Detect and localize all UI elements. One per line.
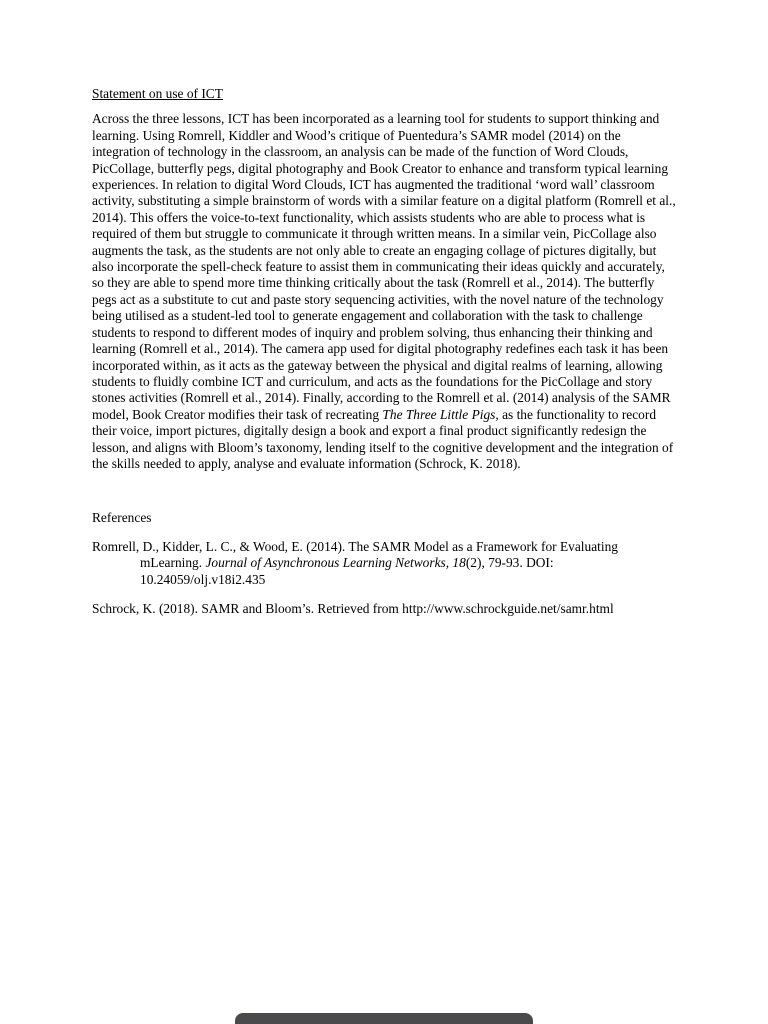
references-list [92,539,680,618]
viewer-bottom-bar[interactable] [235,1013,533,1024]
document-title: Statement on use of ICT [92,86,223,101]
body-paragraph: Across the three lessons, ICT has been incorporated as a learning tool for students to support thinking and learning. Using Romrell, Kiddler and Wood’s critique of Puentedura’s SAMR model (2014) on the integration of technology in the classroom, an analysis can be made of the function of Word Clouds, PicCollage, butterfly pegs, digital photography and Book Creator to enhance and transform typical learning experiences. In relation to digital Word Clouds, ICT has augmented the traditional ‘word wall’ classroom activity, substituting a simple brainstorm of words with a similar feature on a digital platform (Romrell et al., 2014). This offers the voice-to-text functionality, which assists students who are able to process what is required of them but struggle to communicate it through written means. In a similar vein, PicCollage also augments the task, as the students are not only able to create an engaging collage of pictures digitally, but also incorporate the spell-check feature to assist them in communicating their ideas quickly and accurately, so they are able to spend more time thinking critically about the task (Romrell et al., 2014). The butterfly pegs act as a substitute to cut and paste story sequencing activities, with the novel nature of the technology being utilised as a student-led tool to generate engagement and collaboration with the task to challenge students to respond to different modes of inquiry and problem solving, thus enhancing their thinking and learning (Romrell et al., 2014). The camera app used for digital photography redefines each task it has been incorporated within, as it acts as the gateway between the physical and digital realms of learning, allowing students to fluidly combine ICT and curriculum, and acts as the foundations for the PicCollage and story stones activities (Romrell et al., 2014). Finally, according to the Romrell et al. (2014) analysis of the SAMR model, Book Creator modifies their task of recreating The Three Little Pigs, as the functionality to record their voice, import pictures, digitally design a book and export a final product significantly redesign the lesson, and aligns with Bloom’s taxonomy, lending itself to the cognitive development and the integration of the skills needed to apply, analyse and evaluate information (Schrock, K. 2018). [92,111,676,471]
reference-entry: Schrock, K. (2018). SAMR and Bloom’s. Retrieved from http://www.schrockguide.net/samr.html [92,600,614,616]
references-heading: References [92,510,152,526]
document-page [92,86,680,630]
reference-entry: Romrell, D., Kidder, L. C., & Wood, E. (2014). The SAMR Model as a Framework for Evaluating mLearning. Journal of Asynchronous Learning Networks, 18(2), 79-93. DOI: 10.24059/olj.v18i2.435 [92,538,618,587]
